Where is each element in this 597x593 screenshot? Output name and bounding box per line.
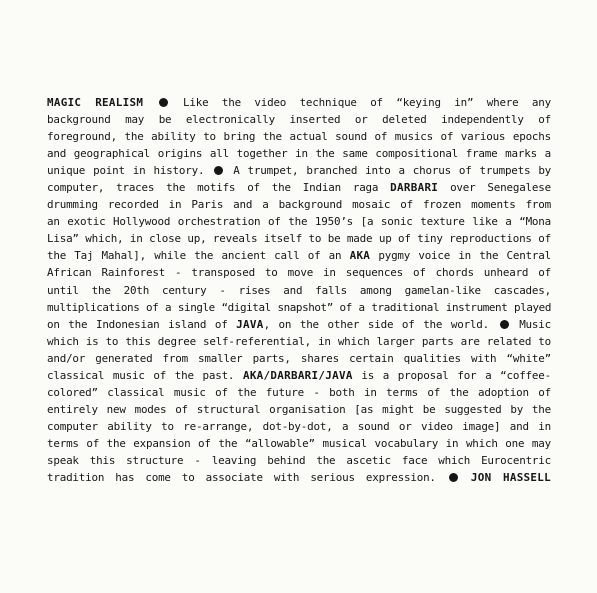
text-line	[47, 401, 551, 418]
text-run: unique point in history.	[47, 164, 205, 178]
text-line	[47, 282, 551, 299]
text-run: foreground, the ability to bring the actual sound of musics of various epochs	[47, 130, 551, 144]
bullet-dot-icon	[214, 166, 223, 175]
text-run: computer ability to re-arrange, dot-by-dot, a sound or video image] and in	[47, 419, 551, 433]
text-line	[47, 350, 551, 367]
text-run: pygmy voice in the Central	[370, 249, 551, 263]
bold-term: DARBARI	[390, 181, 439, 195]
section-heading: MAGIC REALISM	[47, 96, 144, 109]
text-run: Like the video technique of “keying in” where any	[183, 96, 551, 109]
text-line	[47, 94, 551, 111]
text-run: Lisa” which, in close up, reveals itself to be made up of tiny reproductions of	[47, 232, 551, 246]
liner-notes-text	[47, 94, 551, 486]
text-run: is a proposal for a “coffee-	[352, 368, 551, 382]
text-line	[47, 299, 551, 316]
text-run: A trumpet, branched into a chorus of trumpets by	[233, 164, 551, 178]
text-run: until the 20th century - rises and falls among gamelan-like cascades,	[47, 283, 551, 297]
text-run: terms of the expansion of the “allowable” musical vocabulary in which one may	[47, 436, 551, 450]
text-line	[47, 247, 551, 264]
text-line	[47, 230, 551, 247]
text-run: African Rainforest - transposed to move in sequences of chords unheard of	[47, 266, 551, 280]
text-run: the Taj Mahal], while the ancient call of an	[47, 249, 350, 263]
text-line	[47, 196, 551, 213]
text-line	[47, 213, 551, 230]
text-run: tradition has come to associate with serious expression.	[47, 471, 436, 485]
bullet-dot-icon	[500, 320, 509, 329]
text-run: speak this structure - leaving behind the ascetic face which Eurocentric	[47, 453, 551, 467]
text-line	[47, 384, 551, 401]
text-run: and/or generated from smaller parts, shares certain qualities with “white”	[47, 351, 551, 365]
text-line	[47, 264, 551, 281]
text-line	[47, 469, 551, 486]
text-run: computer, traces the motifs of the Indian raga	[47, 181, 391, 195]
text-line	[47, 435, 551, 452]
text-line	[47, 128, 551, 145]
text-line	[47, 111, 551, 128]
text-line	[47, 418, 551, 435]
bold-term: AKA/DARBARI/JAVA	[242, 368, 353, 382]
text-run: classical music of the past.	[47, 368, 243, 382]
text-run: which is to this degree self-referential, in which larger parts are related to	[47, 334, 551, 348]
text-run: Music	[519, 317, 551, 331]
text-run: and geographical origins all together in the same compositional frame marks a	[47, 147, 551, 161]
bullet-dot-icon	[449, 473, 458, 482]
text-run: , on the other side of the world.	[263, 317, 489, 331]
text-line	[47, 452, 551, 469]
author-signature: JON HASSELL	[470, 471, 551, 485]
text-run: drumming recorded in Paris and a background mosaic of frozen moments from	[47, 198, 551, 212]
text-run: background may be electronically inserted or deleted independently of	[47, 113, 551, 127]
bold-term: AKA	[349, 249, 371, 263]
text-run: over Senegalese	[438, 181, 551, 195]
bold-term: JAVA	[236, 317, 264, 331]
text-line	[47, 162, 551, 179]
text-run: on the Indonesian island of	[47, 317, 237, 331]
text-line	[47, 333, 551, 350]
text-line	[47, 179, 551, 196]
text-line	[47, 367, 551, 384]
text-line	[47, 145, 551, 162]
bullet-dot-icon	[159, 98, 168, 107]
text-run: entirely new modes of structural organisation [as might be suggested by the	[47, 402, 551, 416]
text-run: an exotic Hollywood orchestration of the 1950’s [a sonic texture like a “Mona	[47, 215, 551, 229]
text-run: colored” classical music of the future - both in terms of the adoption of	[47, 385, 551, 399]
text-run: multiplications of a single “digital snapshot” of a traditional instrument played	[47, 300, 551, 314]
text-line	[47, 316, 551, 333]
